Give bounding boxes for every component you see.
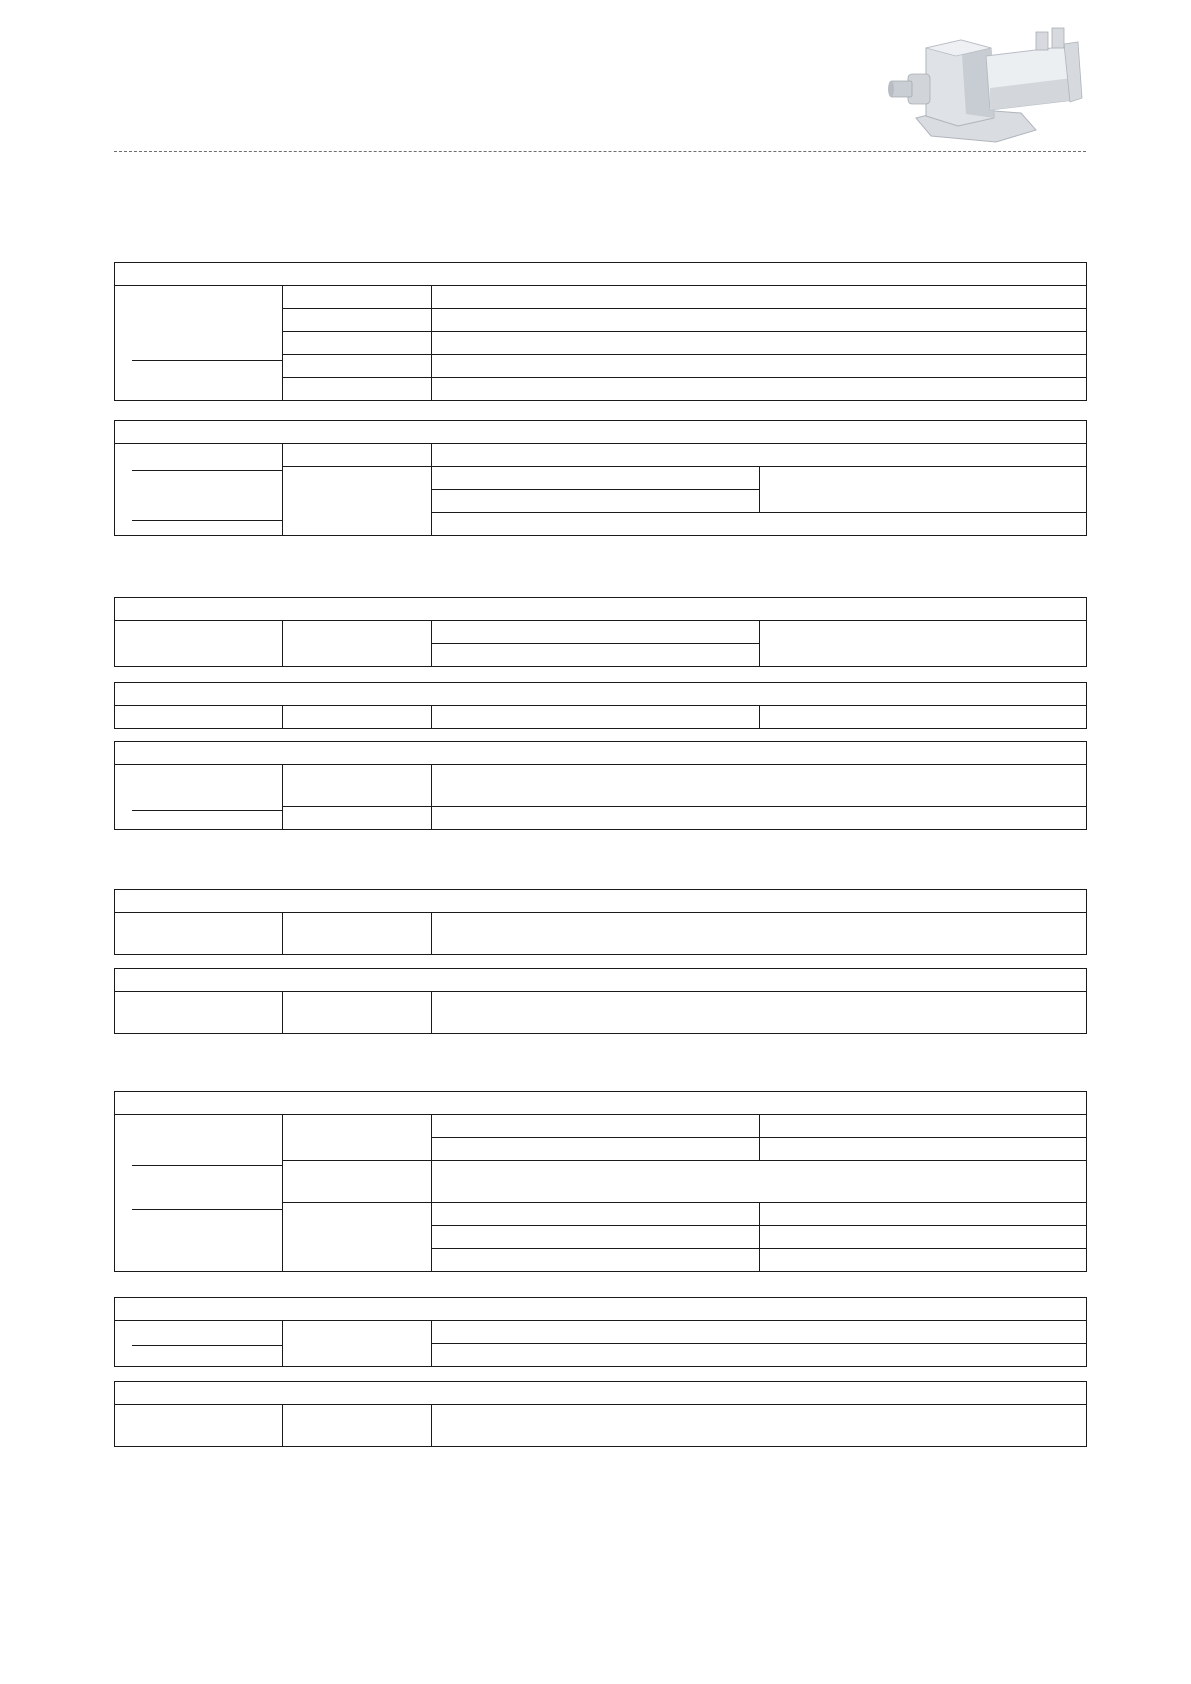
row-group-divider (132, 1345, 282, 1346)
table-header-row (115, 969, 1087, 992)
table-cell (283, 1161, 432, 1203)
spec-table-2a (114, 597, 1087, 667)
table-cell (115, 765, 283, 830)
row-group-divider (132, 520, 282, 521)
table-row (115, 286, 1087, 309)
table-cell (283, 807, 432, 830)
table-row (115, 1321, 1087, 1344)
table-cell (432, 1344, 1087, 1367)
table-cell (115, 1092, 1087, 1115)
table-row (115, 992, 1087, 1034)
table-header-row (115, 1298, 1087, 1321)
header-divider (114, 151, 1086, 152)
row-group-divider (132, 360, 282, 361)
table-cell (432, 1249, 760, 1272)
table-cell (432, 1321, 1087, 1344)
table-cell (283, 1115, 432, 1161)
table-cell (283, 355, 432, 378)
table-row (115, 913, 1087, 955)
table-cell (283, 467, 432, 536)
table-cell (115, 969, 1087, 992)
table-cell (432, 1203, 760, 1226)
table-cell (760, 1203, 1087, 1226)
table-cell (115, 621, 283, 667)
table-cell (432, 1226, 760, 1249)
table-cell (432, 286, 1087, 309)
table-cell (432, 644, 760, 667)
table-cell (760, 1115, 1087, 1138)
table-cell (115, 444, 283, 536)
table-header-row (115, 742, 1087, 765)
table-row (115, 765, 1087, 807)
spec-table-2c (114, 741, 1087, 830)
spec-table-3a (114, 889, 1087, 955)
table-cell (283, 1405, 432, 1447)
row-group-divider (132, 810, 282, 811)
table-cell (432, 490, 760, 513)
table-cell (283, 1321, 432, 1367)
table-cell (283, 378, 432, 401)
table-cell (283, 309, 432, 332)
table-cell (432, 765, 1087, 807)
table-cell (432, 706, 760, 729)
table-cell (432, 378, 1087, 401)
table-cell (760, 1138, 1087, 1161)
table-header-row (115, 683, 1087, 706)
table-cell (115, 706, 283, 729)
table-cell (283, 621, 432, 667)
table-row (115, 1405, 1087, 1447)
table-row (115, 621, 1087, 644)
table-cell (432, 444, 1087, 467)
table-cell (115, 890, 1087, 913)
table-cell (115, 1298, 1087, 1321)
table-cell (432, 992, 1087, 1034)
motor-connector (1036, 32, 1048, 50)
row-group-divider (132, 1165, 282, 1166)
table-cell (432, 913, 1087, 955)
table-header-row (115, 263, 1087, 286)
table-cell (432, 513, 1087, 536)
table-cell (760, 1249, 1087, 1272)
spec-table-3b (114, 968, 1087, 1034)
table-cell (283, 1203, 432, 1272)
table-cell (283, 913, 432, 955)
product-photo (886, 18, 1086, 148)
shaft-end (888, 81, 894, 97)
table-cell (283, 332, 432, 355)
table-cell (115, 1382, 1087, 1405)
table-header-row (115, 598, 1087, 621)
spec-table-2b (114, 682, 1087, 729)
table-cell (283, 706, 432, 729)
table-cell (432, 355, 1087, 378)
table-cell (432, 1405, 1087, 1447)
table-cell (432, 807, 1087, 830)
table-cell (760, 621, 1087, 667)
spec-table-4b (114, 1297, 1087, 1367)
table-cell (115, 421, 1087, 444)
spec-table-4c (114, 1381, 1087, 1447)
table-cell (115, 263, 1087, 286)
table-row (115, 444, 1087, 467)
spec-table-4a (114, 1091, 1087, 1272)
table-cell (283, 992, 432, 1034)
spec-table-1a (114, 262, 1087, 401)
table-row (115, 706, 1087, 729)
table-row (115, 1115, 1087, 1138)
table-cell (760, 706, 1087, 729)
table-cell (115, 742, 1087, 765)
table-header-row (115, 1092, 1087, 1115)
table-cell (432, 1115, 760, 1138)
table-header-row (115, 1382, 1087, 1405)
table-cell (432, 1161, 1087, 1203)
table-cell (432, 621, 760, 644)
motor-connector-2 (1052, 28, 1064, 48)
table-header-row (115, 421, 1087, 444)
table-cell (432, 467, 760, 490)
table-cell (283, 765, 432, 807)
table-cell (760, 1226, 1087, 1249)
table-cell (115, 683, 1087, 706)
table-cell (115, 1405, 283, 1447)
table-cell (283, 444, 432, 467)
table-header-row (115, 890, 1087, 913)
table-cell (432, 1138, 760, 1161)
row-group-divider (132, 1209, 282, 1210)
row-group-divider (132, 470, 282, 471)
table-cell (115, 1115, 283, 1272)
table-cell (760, 467, 1087, 513)
table-cell (432, 309, 1087, 332)
spec-table-1b (114, 420, 1087, 536)
table-cell (115, 286, 283, 401)
table-cell (283, 286, 432, 309)
table-cell (115, 913, 283, 955)
table-cell (115, 992, 283, 1034)
table-cell (115, 598, 1087, 621)
table-cell (115, 1321, 283, 1367)
table-cell (432, 332, 1087, 355)
